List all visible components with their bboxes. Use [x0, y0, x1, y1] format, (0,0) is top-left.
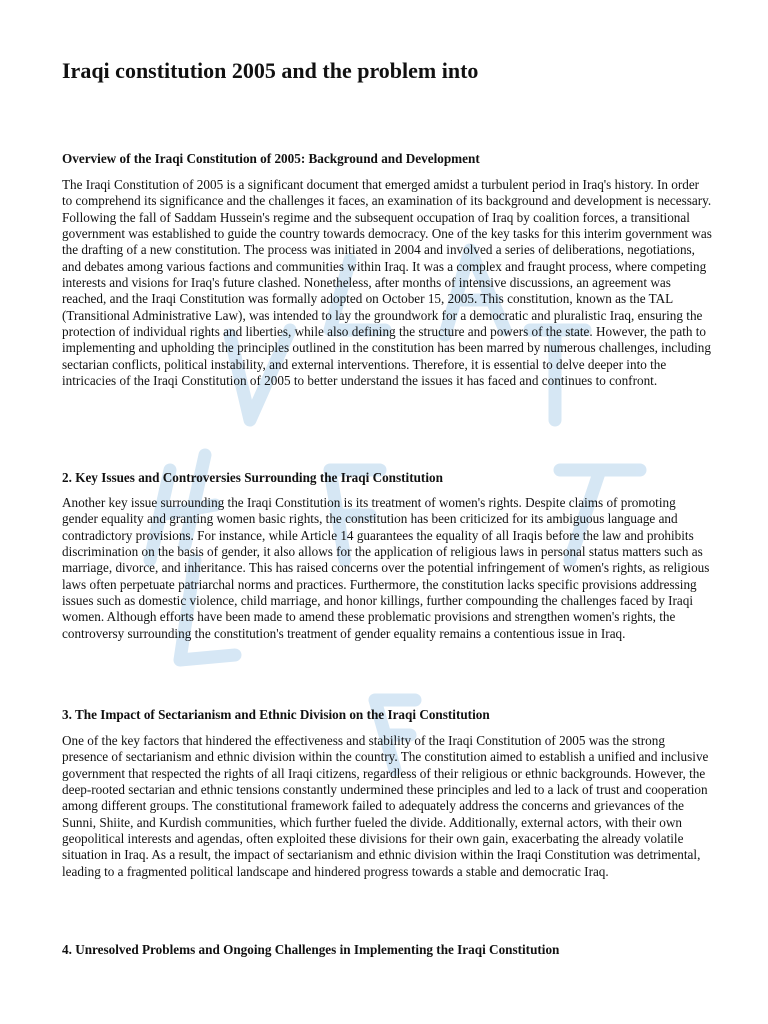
section-body-key-issues: Another key issue surrounding the Iraqi Constitution is its treatment of women's rights. Despite claims of promoting gender equality and granting women basic rights, the constitution has been criticized for its ambiguous language and contradictory provisions. For instance, while Article 14 guarantees the equality of all Iraqis before the law and prohibits discrimination on the basis of gender, it also allows for the application of religious laws in personal status matters such as marriage, divorce, and inheritance. This has raised concerns over the potential infringement of women's rights, as religious laws often perpetuate patriarchal norms and practices. Furthermore, the constitution lacks specific provisions addressing issues such as domestic violence, child marriage, and honor killings, further compounding the challenges faced by Iraqi women. Although efforts have been made to amend these problematic provisions and strengthen women's rights, the controversy surrounding the constitution's treatment of gender equality remains a contentious issue in Iraq.	[62, 495, 710, 641]
section-heading-sectarianism: 3. The Impact of Sectarianism and Ethnic Division on the Iraqi Constitution	[62, 707, 490, 722]
document-title: Iraqi constitution 2005 and the problem into	[62, 58, 479, 83]
section-heading-key-issues: 2. Key Issues and Controversies Surrounding the Iraqi Constitution	[62, 470, 443, 485]
section-body-sectarianism: One of the key factors that hindered the effectiveness and stability of the Iraqi Constitution of 2005 was the strong presence of sectarianism and ethnic division within the country. The constitution aimed to establish a unified and inclusive government that respected the rights of all Iraqi citizens, regardless of their religious or ethnic backgrounds. However, the deep-rooted sectarian and ethnic tensions constantly undermined these principles and led to a lack of trust and cooperation among different groups. The constitutional framework failed to adequately address the concerns and grievances of the Sunni, Shiite, and Kurdish communities, which further fueled the divide. Additionally, external actors, with their own geopolitical interests and agendas, often exploited these divisions for their own gain, exacerbating the already volatile situation in Iraq. As a result, the impact of sectarianism and ethnic division within the Iraqi Constitution was detrimental, leading to a fragmented political landscape and hindered progress towards a stable and democratic Iraq.	[62, 733, 709, 879]
section-heading-overview: Overview of the Iraqi Constitution of 2005: Background and Development	[62, 151, 480, 166]
section-body-overview: The Iraqi Constitution of 2005 is a significant document that emerged amidst a turbulent period in Iraq's history. In order to comprehend its significance and the challenges it faces, an examination of its background and development is necessary. Following the fall of Saddam Hussein's regime and the subsequent occupation of Iraq by coalition forces, a transitional government was established to guide the country towards democracy. One of the key tasks for this interim government was the drafting of a new constitution. The process was initiated in 2004 and involved a series of deliberations, negotiations, and debates among various factions and communities within Iraq. It was a complex and fraught process, where competing interests and visions for Iraq's future clashed. Nonetheless, after months of intensive discussions, an agreement was reached, and the Iraqi Constitution was formally adopted on October 15, 2005. This constitution, known as the TAL (Transitional Administrative Law), was intended to lay the groundwork for a democratic and pluralistic Iraq, ensuring the protection of individual rights and liberties, while also defining the structure and powers of the state. However, the path to implementing and upholding the principles outlined in the constitution has been marred by numerous challenges, including sectarian conflicts, political instability, and external interventions. Therefore, it is essential to delve deeper into the intricacies of the Iraqi Constitution of 2005 to better understand the issues it has faced and continues to confront.	[62, 177, 712, 389]
section-heading-unresolved: 4. Unresolved Problems and Ongoing Challenges in Implementing the Iraqi Constitution	[62, 942, 560, 957]
